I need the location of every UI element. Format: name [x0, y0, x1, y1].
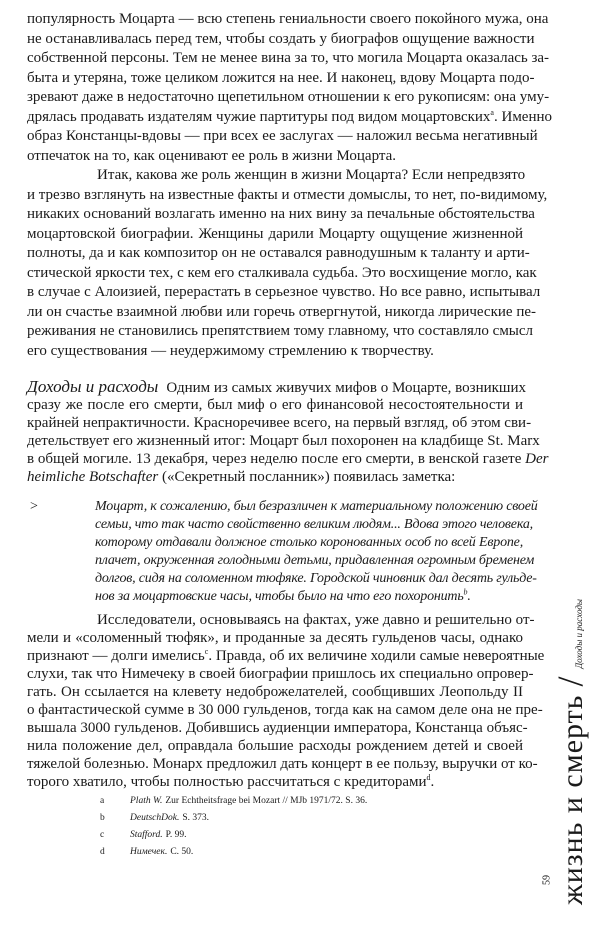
text-line [27, 342, 523, 362]
line-text: («Секретный посланник») появилась заметка: [158, 469, 456, 485]
body-paragraph-3 [27, 611, 545, 791]
line-text: отпечаток на то, как оценивают ее роль в жизни Моцарта. [27, 147, 397, 164]
running-head-separator: / [550, 676, 590, 687]
line-text: нила положение дел, оправдала большие расходы рождением детей и своей [27, 738, 523, 754]
footnotes [100, 793, 367, 861]
line-text: . [467, 589, 471, 604]
line-text: . Правда, об их величине ходили самые невероятные [208, 648, 545, 664]
footnote-ref: d [426, 773, 431, 782]
line-text: зревают даже в недостаточно щепетильном отношении к его рукописям: она уму- [27, 89, 550, 105]
section-paragraph [27, 396, 549, 486]
line-text: Моцарт, к сожалению, был безразличен к материальному положению своей [95, 499, 538, 514]
text-line [27, 205, 535, 225]
line-text: реживания не становились препятствием тому главному, что составляло смысл [27, 323, 534, 339]
text-line [27, 396, 523, 414]
line-text: собственной персоны. Тем не менее вина за то, что могила Моцарта оказалась за- [27, 50, 550, 66]
line-text: ли он счастье взаимной любви или горечь отвергнутой, никогда лирические пе- [27, 303, 536, 320]
line-text: вышала 3000 гульденов. Добившись аудиенции императора, Констанца объяс- [27, 720, 528, 736]
text-line [27, 69, 535, 89]
line-text: крайней непрактичности. Красноречивее всего, на первый взгляд, об этом сви- [27, 415, 532, 431]
text-line [27, 88, 550, 108]
line-text: полноты, да и как композитор он не оставался равнодушным к таланту и арти- [27, 245, 530, 261]
footnote [100, 827, 367, 844]
line-text: долгов, сидя на соломенном тюфяке. Городской чиновник дал десять гульде- [95, 571, 537, 586]
line-text: о фантастической сумме в 30 000 гульденов, тогда как на самом деле она не пре- [27, 702, 543, 718]
text-line [95, 516, 533, 534]
running-head-section: Доходы и расходы [574, 599, 584, 669]
line-text: стической яркости тех, с кем его сталкивала судьба. Это восхищение могло, как [27, 264, 537, 281]
text-line [95, 498, 538, 516]
footnote-text: Zur Echtheitsfrage bei Mozart // MJb 1971/72. S. 36. [165, 796, 368, 806]
line-text: не останавливалась перед тем, чтобы создать у биографов ощущение важности [27, 30, 535, 47]
section-heading: Доходы и расходы [27, 377, 159, 396]
text-line [27, 107, 553, 128]
footnote-author: Stafford. [130, 830, 163, 840]
text-line [27, 30, 535, 50]
text-line [95, 534, 523, 552]
text-line [27, 737, 523, 755]
text-line [27, 322, 534, 342]
text-line [27, 665, 534, 683]
text-line [27, 264, 537, 284]
page-number: 59 [541, 875, 553, 885]
line-text: и трезво взглянуть на известные факты и отмести домыслы, то нет, по-видимому, [27, 186, 548, 203]
body-paragraphs-1-2 [27, 10, 553, 361]
text-line [27, 414, 532, 432]
text-line [27, 647, 545, 665]
line-text: торого хватило, чтобы полностью рассчитаться с кредиторами [27, 774, 427, 790]
text-line [27, 773, 523, 791]
footnote-mark: d [100, 847, 105, 857]
newspaper-quote [95, 498, 538, 606]
text-line [27, 755, 538, 773]
text-line [27, 225, 523, 245]
italic-title: Der [525, 451, 549, 467]
text-line [27, 683, 523, 701]
line-text: детельствует его жизненный итог: Моцарт был похоронен на кладбище St. Marx [27, 433, 540, 449]
section-first-line-text: Одним из самых живучих мифов о Моцарте, возникших [166, 380, 527, 396]
line-text: никаких оснований возлагать именно на них вину за печальные обстоятельства [27, 206, 535, 222]
line-text: образ Констанцы-вдовы — при всех ее заслугах — наложил весьма негативный [27, 128, 538, 144]
text-line [27, 147, 523, 167]
quote-marker: > [30, 499, 38, 514]
line-text: тяжелой болезнью. Монарх предложил дать концерт в ее пользу, выручки от ко- [27, 756, 538, 772]
line-text: в общей могиле. 13 декабря, через неделю после его смерти, в венской газете [27, 451, 526, 467]
footnote-text: P. 99. [165, 830, 187, 840]
footnote-author: Plath W. [130, 796, 163, 806]
footnote-mark: c [100, 830, 105, 840]
line-text: семьи, что так часто свойственно великим людям... Вдова этого человека, [95, 517, 533, 532]
line-text: Исследователи, основываясь на фактах, уже давно и решительно от- [97, 612, 535, 628]
line-text: гать. Он ссылается на клевету недоброжелателей, сообщивших Леопольду II [27, 684, 523, 700]
line-text: дрялась продавать издателям чужие партитуры под видом моцартовских [27, 108, 491, 125]
text-line [27, 432, 540, 450]
text-line [27, 611, 535, 629]
line-text: его существования — неудержимому стремлению к творчеству. [27, 342, 434, 359]
line-text: . Именно [493, 108, 553, 125]
text-line [27, 719, 528, 737]
text-line [95, 552, 535, 570]
text-line [27, 186, 548, 206]
line-text: в случае с Алоизией, перерастать в серьезное чувство. Но все равно, испытывал [27, 284, 541, 300]
line-text: быта и утеряна, тоже целиком ложится на нее. И наконец, вдову Моцарта подо- [27, 69, 535, 86]
footnote-ref: c [204, 647, 209, 656]
footnote [100, 810, 367, 827]
text-line [27, 127, 538, 147]
text-line [27, 450, 549, 468]
footnote-mark: b [100, 813, 105, 823]
footnote-author: Нимечек. [130, 847, 168, 857]
line-text: Итак, какова же роль женщин в жизни Моцарта? Если непредвзято [97, 167, 526, 183]
footnote-text: S. 373. [182, 813, 210, 823]
line-text: . [430, 774, 435, 790]
line-text: сразу же после его смерти, был миф о его финансовой несостоятельности и [27, 397, 523, 413]
footnote-ref: b [463, 587, 468, 597]
footnote [100, 844, 367, 861]
text-line [27, 283, 541, 303]
line-text: нов за моцартовские часы, чтобы было на что его похоронить [95, 589, 464, 604]
text-line [27, 244, 530, 264]
line-text: моцартовской биографии. Женщины дарили Моцарту ощущение жизненной [27, 225, 523, 242]
running-head [549, 599, 591, 905]
text-line [27, 468, 523, 486]
text-line [27, 49, 550, 69]
text-line [27, 166, 526, 186]
line-text: слухи, так что Нимечеку в своей биографии пришлось их специально опровер- [27, 666, 534, 682]
section-incomes-expenses [27, 377, 549, 486]
text-line [95, 570, 537, 588]
footnote-author: DeutschDok. [130, 813, 180, 823]
line-text: плачет, окруженная голодными детьми, придавленная огромным бременем [95, 553, 535, 568]
text-line [27, 10, 549, 30]
text-line [27, 701, 543, 719]
footnote-text: С. 50. [170, 847, 194, 857]
footnote-ref: a [490, 107, 494, 117]
line-text: мели и «соломенный тюфяк», и проданные за десять гульденов часы, однако [27, 630, 523, 646]
italic-title: heimliche Botschafter [27, 469, 159, 485]
running-head-chapter: жизнь и смерть [556, 694, 589, 905]
line-text: которому отдавали должное столько коронованных особ по всей Европе, [95, 535, 523, 550]
line-text: популярность Моцарта — всю степень гениальности своего покойного мужа, она [27, 11, 549, 27]
footnote-mark: a [100, 796, 105, 806]
line-text: признают — долги имелись [27, 648, 205, 664]
text-line [27, 629, 523, 647]
text-line [95, 588, 523, 606]
section-first-line [27, 377, 527, 396]
text-line [27, 303, 536, 323]
footnote [100, 793, 367, 810]
